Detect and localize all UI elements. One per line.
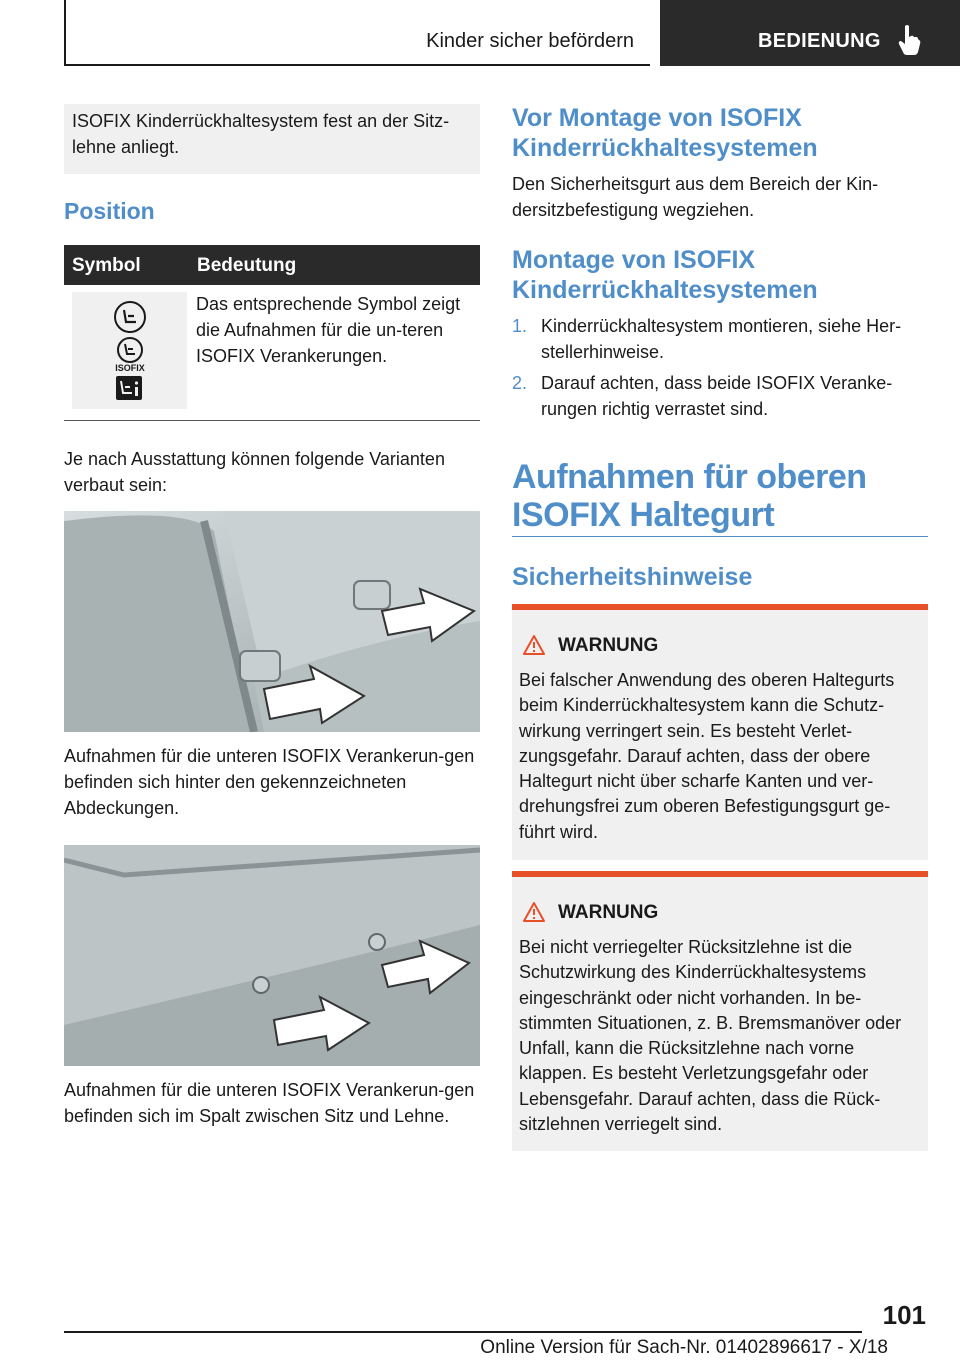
list-item: [512, 313, 928, 365]
table-header-meaning: Bedeutung: [197, 255, 297, 276]
warning-text: Bei nicht verriegelter Rücksitzlehne ist die Schutzwirkung des Kinderrückhaltesystems eingeschränkt oder nicht vorhanden. In be-stimmten Situationen, z. B. Bremsmanöver oder Unfall, kann die Rücksitzlehne nach vorne klappen. Es besteht Verletzungsgefahr oder Lebensgefahr. Darauf achten, dass die Rück-sitzlehnen verriegelt sind.: [519, 937, 902, 1135]
warning-box: [512, 604, 928, 860]
isofix-symbols: [72, 292, 187, 409]
isofix-icon-label: ISOFIX: [115, 363, 145, 373]
warning-title: WARNUNG: [558, 635, 659, 656]
heading-position: Position: [64, 198, 155, 224]
warning-triangle-icon: [522, 901, 546, 923]
seat-photo-covers: [64, 511, 480, 732]
heading-rule: [512, 536, 928, 537]
heading-before-mounting: Vor Montage von ISOFIX Kinderrückhaltesystemen: [512, 104, 818, 162]
seat-photo-gap: [64, 845, 480, 1066]
seat-covers-illustration: [64, 511, 480, 732]
step-text: Kinderrückhaltesystem montieren, siehe Her-stellerhinweise.: [541, 316, 902, 362]
warning-box: [512, 871, 928, 1151]
heading-upper-tether: Aufnahmen für oberen ISOFIX Haltegurt: [512, 458, 867, 534]
isofix-symbols-icon: [72, 292, 187, 409]
warning-text: Bei falscher Anwendung des oberen Haltegurts beim Kinderrückhaltesystem kann die Schutz-wirkung verringert sein. Es besteht Verlet-zungsgefahr. Darauf achten, dass der obere Haltegurt nicht über scharfe Kanten und ver-drehungsfrei zum oberen Befestigungsgurt ge-führt wird.: [519, 670, 895, 842]
page-number: 101: [882, 1300, 926, 1330]
section-label: BEDIENUNG: [758, 30, 881, 52]
header-bottom-rule: [64, 64, 650, 66]
heading-safety-notes: Sicherheitshinweise: [512, 563, 753, 591]
table-header: [64, 245, 480, 285]
step-number: 2.: [512, 373, 528, 393]
table-row-text: Das entsprechende Symbol zeigt die Aufnahmen für die un-teren ISOFIX Verankerungen.: [196, 294, 461, 366]
variants-intro: Je nach Ausstattung können folgende Varianten verbaut sein:: [64, 449, 445, 495]
section-tab: [660, 0, 960, 66]
note-box: [64, 104, 480, 174]
table-header-symbol: Symbol: [72, 255, 141, 276]
footer-online-version: Online Version für Sach-Nr. 01402896617 - X/18: [480, 1337, 888, 1358]
hand-pointer-icon: [896, 24, 922, 56]
step-number: 1.: [512, 316, 528, 336]
before-mounting-text: Den Sicherheitsgurt aus dem Bereich der Kin-dersitzbefestigung wegziehen.: [512, 174, 879, 220]
note-text: ISOFIX Kinderrückhaltesystem fest an der Sitz-lehne anliegt.: [72, 111, 450, 157]
seat-gap-illustration: [64, 845, 480, 1066]
caption-gap: Aufnahmen für die unteren ISOFIX Verankerun-gen befinden sich im Spalt zwischen Sitz und Lehne.: [64, 1080, 475, 1126]
list-item: [512, 370, 928, 422]
step-text: Darauf achten, dass beide ISOFIX Veranke-rungen richtig verrastet sind.: [541, 373, 893, 419]
chapter-title: Kinder sicher befördern: [426, 30, 634, 52]
warning-title: WARNUNG: [558, 902, 659, 923]
heading-mounting: Montage von ISOFIX Kinderrückhaltesystemen: [512, 246, 818, 304]
caption-covers: Aufnahmen für die unteren ISOFIX Verankerun-gen befinden sich hinter den gekennzeichneten Abdeckungen.: [64, 746, 475, 818]
header-left-rule: [64, 0, 66, 66]
footer-rule: [64, 1331, 862, 1333]
warning-triangle-icon: [522, 634, 546, 656]
table-bottom-rule: [64, 420, 480, 421]
